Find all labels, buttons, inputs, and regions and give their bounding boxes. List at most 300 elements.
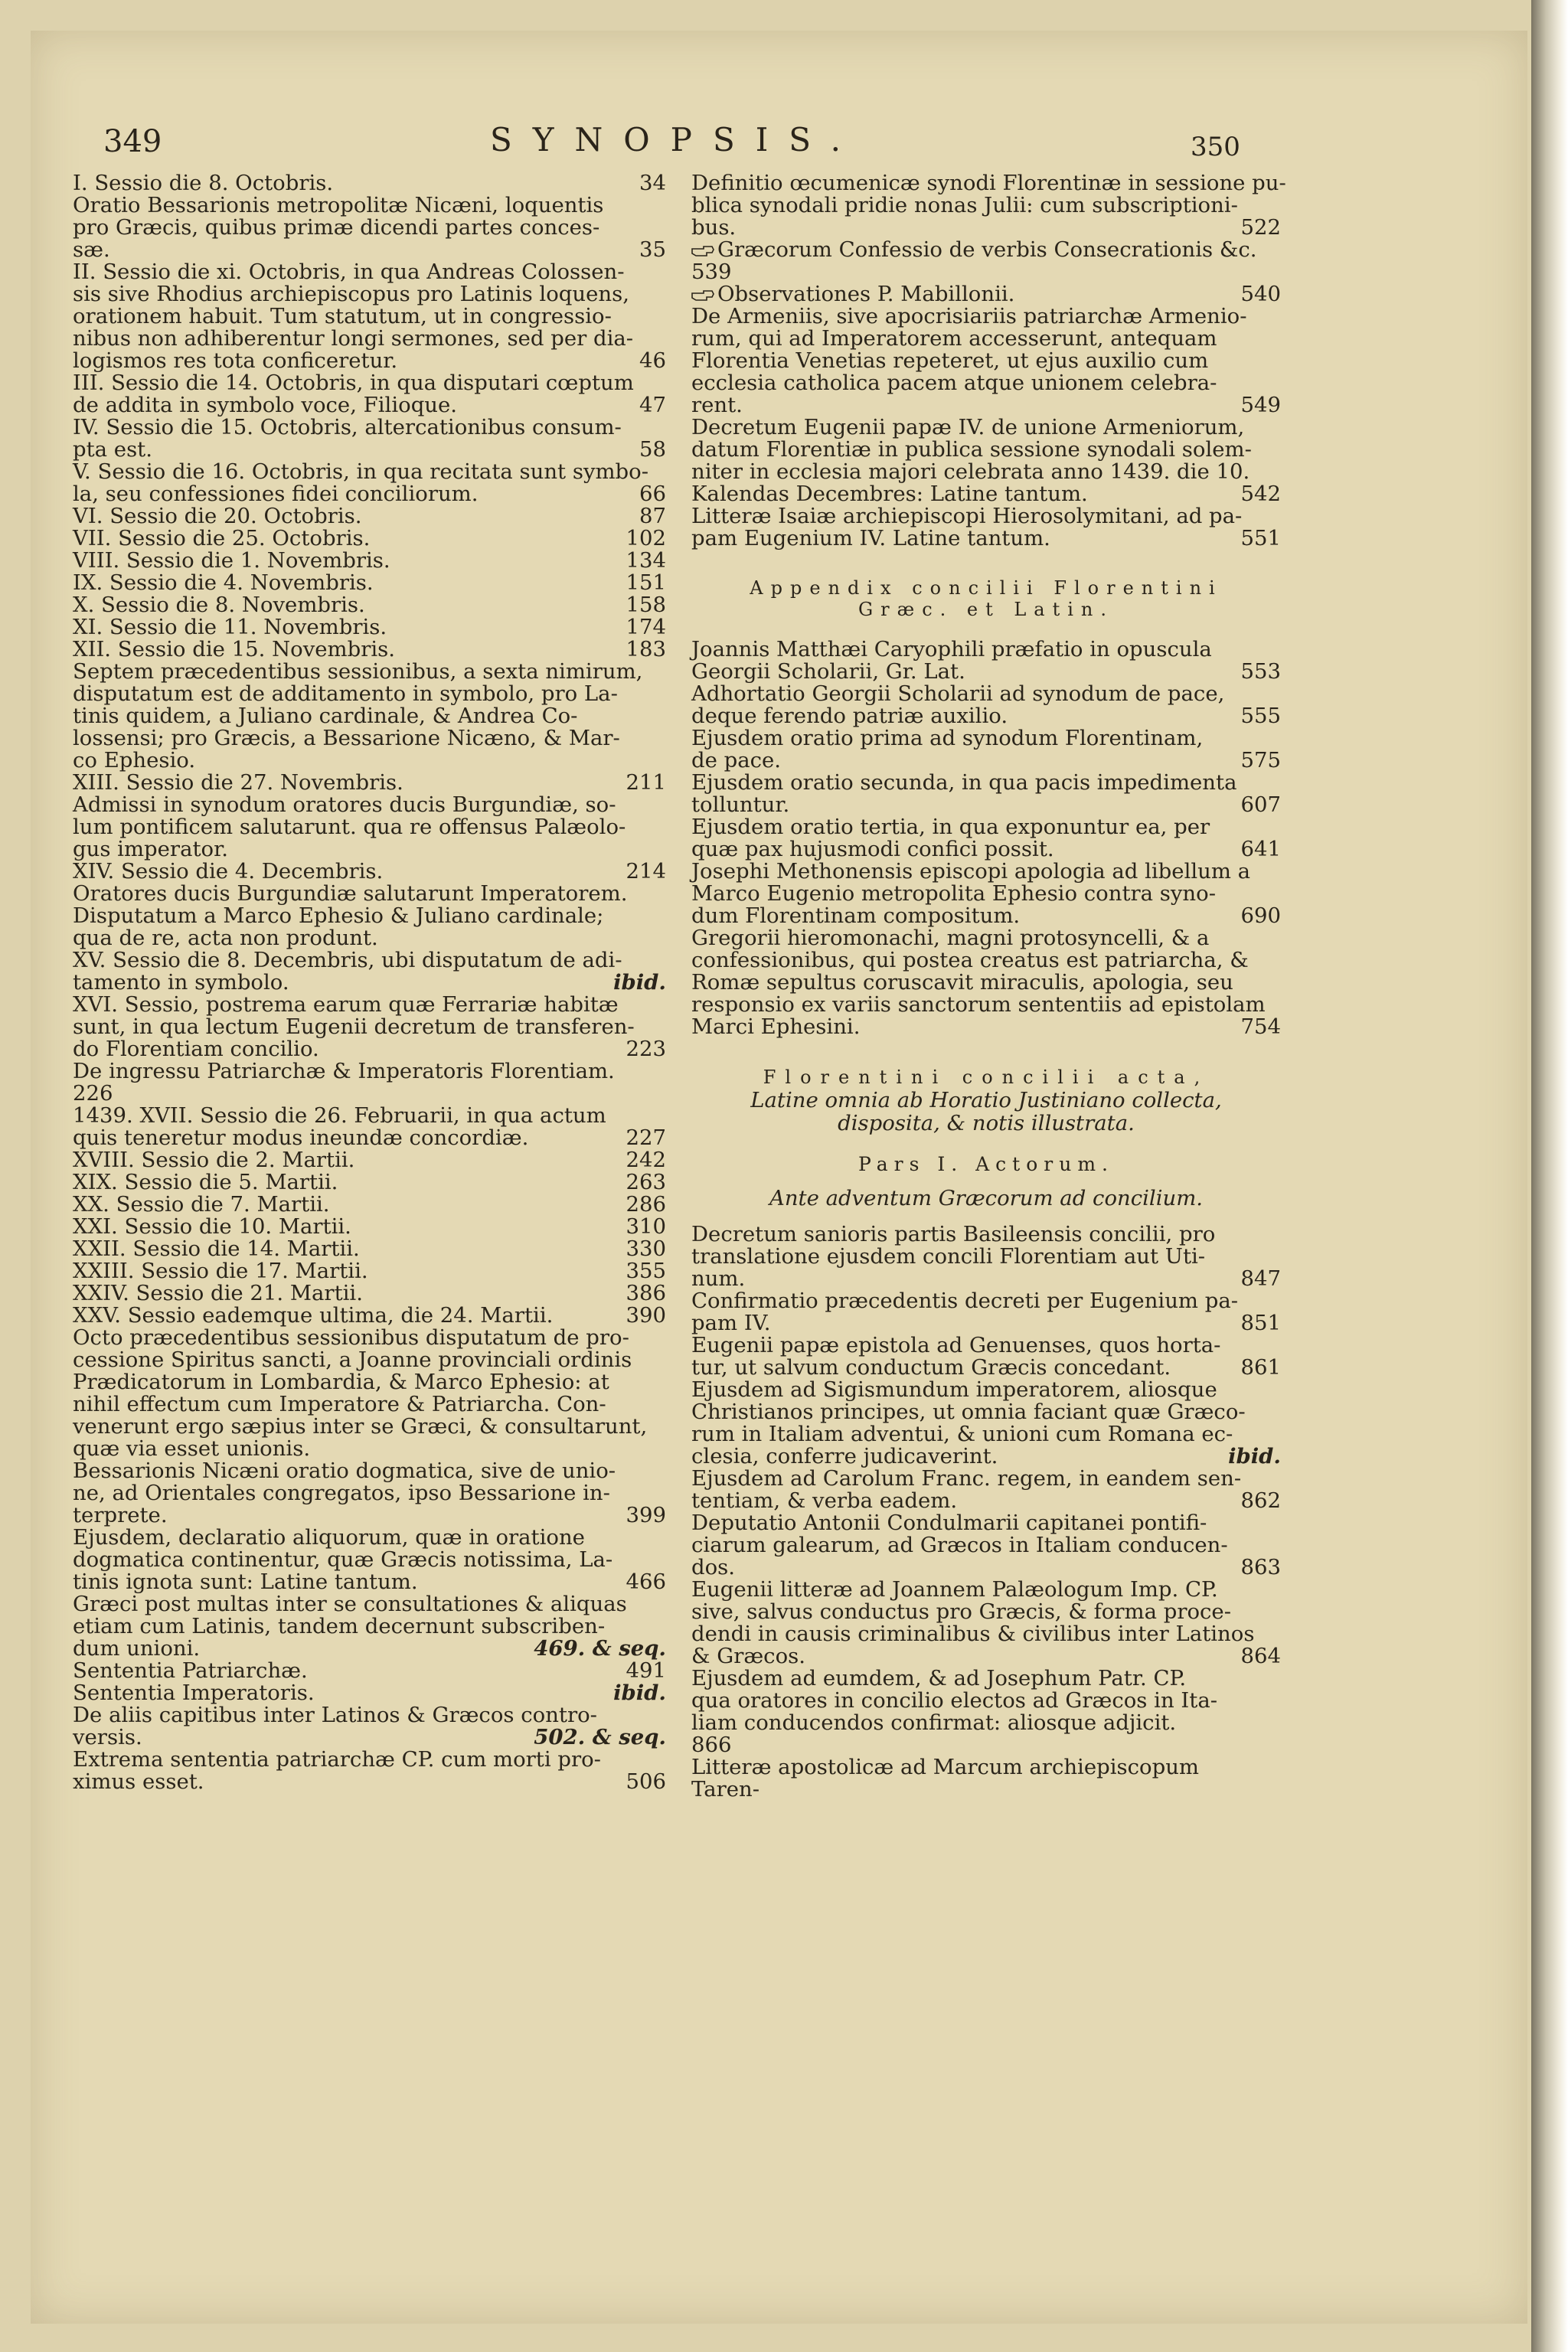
toc-entry-text: co Ephesio.	[73, 748, 196, 773]
toc-entry-text: ecclesia catholica pacem atque unionem celebra-	[691, 371, 1217, 395]
toc-entry-text: Eugenii litteræ ad Joannem Palæologum Imp. CP.	[691, 1577, 1218, 1602]
toc-entry	[73, 1282, 666, 1305]
toc-entry	[691, 1223, 1281, 1290]
toc-entry-text: Joannis Matthæi Caryophili præfatio in opuscula	[691, 637, 1212, 662]
toc-entry-line	[691, 1712, 1281, 1734]
toc-entry-text: Litteræ apostolicæ ad Marcum archiepiscopum	[691, 1755, 1199, 1779]
toc-entry-text: Observationes P. Mabillonii.	[717, 282, 1015, 306]
toc-entry-line	[73, 1171, 666, 1194]
toc-entry	[73, 1105, 666, 1149]
toc-entry-line	[73, 1438, 666, 1460]
toc-entry-line	[73, 461, 666, 483]
toc-entry-text: quæ via esset unionis.	[73, 1436, 311, 1461]
toc-entry-text: Septem præcedentibus sessionibus, a sexta nimirum,	[73, 659, 643, 684]
toc-entry-line	[73, 1416, 666, 1438]
toc-entry	[73, 1060, 666, 1105]
toc-entry-text: Adhortatio Georgii Scholarii ad synodum de pace,	[691, 681, 1225, 706]
toc-page-number: 506	[626, 1769, 666, 1794]
toc-entry-text: Eugenii papæ epistola ad Genuenses, quos horta-	[691, 1333, 1221, 1357]
toc-entry	[73, 372, 666, 416]
toc-entry-text: Oratores ducis Burgundiæ salutarunt Imperatorem.	[73, 881, 628, 906]
toc-entry-line	[73, 1327, 666, 1349]
toc-entry-text: do Florentiam concilio.	[73, 1037, 319, 1061]
toc-entry-line	[73, 1083, 666, 1105]
toc-page-number: 35	[639, 237, 666, 262]
toc-entry	[73, 1749, 666, 1793]
toc-entry-text: Litteræ Isaiæ archiepiscopi Hierosolymitani, ad pa-	[691, 504, 1243, 528]
toc-entry	[73, 572, 666, 594]
toc-entry-text: Confirmatio præcedentis decreti per Eugenium pa-	[691, 1289, 1239, 1313]
toc-entry-line	[73, 727, 666, 750]
toc-page-number: 286	[626, 1192, 666, 1217]
toc-page-number: 549	[1240, 393, 1281, 417]
toc-entry-line	[73, 1771, 666, 1793]
toc-page-number: 542	[1240, 482, 1281, 506]
toc-page-number: 58	[639, 437, 666, 462]
toc-entry-text: rent.	[691, 393, 743, 417]
toc-entry-line	[691, 483, 1281, 505]
toc-entry	[73, 172, 666, 194]
toc-entry	[73, 1149, 666, 1171]
appendix-heading-line2: Græc. et Latin.	[858, 599, 1115, 620]
toc-entry-text: lossensi; pro Græcis, a Bessarione Nicæno, & Mar-	[73, 726, 620, 750]
toc-entry-text: datum Florentiæ in publica sessione synodali solem-	[691, 437, 1252, 462]
toc-page-number: 551	[1240, 526, 1281, 550]
toc-entry	[73, 1593, 666, 1660]
toc-entry	[73, 1238, 666, 1260]
toc-entry-line	[691, 1334, 1281, 1357]
toc-entry-line	[691, 1557, 1281, 1579]
toc-entry-text: dum unioni.	[73, 1636, 201, 1661]
toc-entry-line	[73, 1371, 666, 1393]
toc-entry-line	[73, 683, 666, 705]
toc-entry-text: Decretum Eugenii papæ IV. de unione Armeniorum,	[691, 415, 1245, 439]
toc-entry-text: Græci post multas inter se consultationes & aliquas	[73, 1592, 627, 1616]
toc-entry-line	[73, 528, 666, 550]
toc-entry	[73, 1460, 666, 1527]
toc-entry-text: 226	[73, 1081, 113, 1106]
toc-entry-text: quis teneretur modus ineundæ concordiæ.	[73, 1125, 529, 1150]
toc-page-number: 466	[626, 1570, 666, 1594]
toc-entry-line	[691, 217, 1281, 239]
toc-entry-text: 1439. XVII. Sessio die 26. Februarii, in qua actum	[73, 1103, 606, 1128]
toc-entry-text: XV. Sessio die 8. Decembris, ubi disputatum de adi-	[73, 948, 622, 972]
toc-entry-line	[691, 1379, 1281, 1401]
toc-entry	[691, 1468, 1281, 1512]
toc-page-number: 390	[626, 1303, 666, 1328]
toc-entry-line	[73, 172, 666, 194]
toc-entry-line	[73, 1571, 666, 1593]
toc-entry	[73, 883, 666, 949]
toc-entry-line	[691, 528, 1281, 550]
toc-entry-line	[691, 261, 1281, 283]
toc-entry-text: XXII. Sessio die 14. Martii.	[73, 1236, 360, 1261]
toc-entry-text: I. Sessio die 8. Octobris.	[73, 171, 334, 195]
toc-entry-line	[691, 883, 1281, 905]
toc-entry	[691, 1290, 1281, 1334]
acta-subtitle-line1: Latine omnia ab Horatio Justiniano collecta,	[750, 1088, 1222, 1112]
toc-entry	[691, 171, 1286, 240]
toc-entry-line	[73, 550, 666, 572]
toc-page-number: 575	[1240, 748, 1281, 773]
toc-entry-line	[691, 505, 1281, 528]
toc-entry-text: Admissi in synodum oratores ducis Burgundiæ, so-	[73, 792, 616, 817]
toc-entry-line	[691, 1645, 1281, 1668]
toc-entry-text: Kalendas Decembres: Latine tantum.	[691, 482, 1088, 506]
toc-entry	[691, 1579, 1281, 1668]
toc-entry-text: XVIII. Sessio die 2. Martii.	[73, 1148, 355, 1172]
toc-entry-line	[73, 838, 666, 861]
toc-entry	[73, 639, 666, 661]
toc-entry-text: 539	[691, 260, 732, 284]
toc-entry-text: XXI. Sessio die 10. Martii.	[73, 1214, 351, 1239]
toc-entry-line	[691, 683, 1281, 705]
toc-entry-line	[73, 616, 666, 639]
toc-entry-text: Christianos principes, ut omnia faciant quæ Græco-	[691, 1400, 1246, 1424]
toc-entry-text: disputatum est de additamento in symbolo, pro La-	[73, 681, 618, 706]
toc-entry-text: quæ pax hujusmodi confici possit.	[691, 837, 1054, 861]
toc-page-number: 469. & seq.	[534, 1636, 666, 1661]
toc-entry-line	[691, 1268, 1281, 1290]
toc-page-number: 540	[1240, 282, 1281, 306]
toc-entry-text: cessione Spiritus sancti, a Joanne provinciali ordinis	[73, 1348, 632, 1372]
acta-subtitle-line2: disposita, & notis illustrata.	[838, 1111, 1135, 1135]
toc-entry-line	[73, 794, 666, 816]
toc-entry	[73, 661, 666, 772]
toc-entry	[73, 1216, 666, 1238]
toc-entry-line	[691, 461, 1281, 483]
toc-entry-text: tentiam, & verba eadem.	[691, 1488, 958, 1513]
toc-entry-text: niter in ecclesia majori celebrata anno 1439. die 10.	[691, 459, 1250, 484]
toc-entry-text: Georgii Scholarii, Gr. Lat.	[691, 659, 965, 684]
toc-entry-text: qua de re, acta non produnt.	[73, 926, 378, 950]
toc-entry-line	[691, 861, 1281, 883]
toc-entry	[73, 505, 666, 528]
toc-entry-line	[73, 572, 666, 594]
toc-entry-text: De ingressu Patriarchæ & Imperatoris Florentiam.	[73, 1059, 615, 1083]
toc-entry	[73, 1527, 666, 1593]
toc-entry-line	[73, 1704, 666, 1726]
toc-entry	[73, 1682, 666, 1704]
toc-entry-line	[73, 305, 666, 328]
toc-entry	[73, 861, 666, 883]
toc-entry-text: Sententia Patriarchæ.	[73, 1658, 308, 1683]
toc-entry-line	[73, 1660, 666, 1682]
toc-entry	[691, 1334, 1281, 1379]
toc-entry-line	[73, 350, 666, 372]
toc-page-number: 183	[626, 637, 666, 662]
toc-entry-line	[691, 750, 1281, 772]
toc-page-number: 263	[626, 1170, 666, 1194]
toc-entry-text: Florentia Venetias repeteret, ut ejus auxilio cum	[691, 348, 1209, 373]
toc-entry	[73, 1305, 666, 1327]
toc-page-number: 399	[626, 1503, 666, 1527]
toc-entry-text: dogmatica continentur, quæ Græcis notissima, La-	[73, 1547, 613, 1572]
toc-entry	[691, 1668, 1281, 1756]
toc-entry-line	[73, 394, 666, 416]
toc-page-number: ibid.	[1228, 1444, 1281, 1468]
toc-entry-text: terprete.	[73, 1503, 168, 1527]
toc-entry-text: X. Sessio die 8. Novembris.	[73, 593, 365, 617]
acta-heading: Florentini concilii acta,	[763, 1067, 1210, 1088]
toc-entry-line	[691, 816, 1281, 838]
toc-entry-text: III. Sessio die 14. Octobris, in qua disputari cœptum	[73, 371, 634, 395]
pointing-hand-icon	[691, 239, 717, 261]
toc-entry-line	[691, 394, 1281, 416]
toc-entry-line	[73, 239, 666, 261]
toc-entry-text: XVI. Sessio, postrema earum quæ Ferrariæ habitæ	[73, 992, 619, 1017]
toc-entry-line	[73, 816, 666, 838]
toc-entry-text: XXIII. Sessio die 17. Martii.	[73, 1259, 368, 1283]
toc-page-number: 522	[1240, 215, 1281, 240]
toc-entry-text: Gregorii hieromonachi, magni protosyncelli, & a	[691, 926, 1210, 950]
toc-entry-text: orationem habuit. Tum statutum, ut in congressio-	[73, 304, 612, 328]
toc-entry-text: bus.	[691, 215, 737, 240]
toc-entry-text: tinis ignota sunt: Latine tantum.	[73, 1570, 418, 1594]
toc-entry-text: De aliis capitibus inter Latinos & Græcos contro-	[73, 1703, 597, 1727]
toc-entry-line	[691, 705, 1281, 727]
appendix-heading	[691, 577, 1281, 620]
toc-entry-text: sæ.	[73, 237, 110, 262]
toc-entry-text: Oratio Bessarionis metropolitæ Nicæni, loquentis	[73, 193, 604, 217]
toc-entry-line	[73, 1127, 666, 1149]
toc-entry-line	[73, 1615, 666, 1638]
toc-entry-line	[73, 639, 666, 661]
toc-page-number: 174	[626, 615, 666, 639]
toc-entry-line	[73, 483, 666, 505]
toc-entry-line	[691, 1690, 1281, 1712]
toc-entry	[73, 550, 666, 572]
toc-entry-line	[691, 1312, 1281, 1334]
toc-entry-line	[691, 1601, 1281, 1623]
toc-page-number: 87	[639, 504, 666, 528]
toc-entry-line	[691, 171, 1286, 195]
toc-entry-line	[73, 1749, 666, 1771]
toc-page-number: 158	[626, 593, 666, 617]
toc-entry-line	[73, 883, 666, 905]
toc-entry-line	[691, 1734, 1281, 1756]
toc-entry	[73, 461, 666, 505]
toc-page-number: 134	[626, 548, 666, 573]
toc-entry-text: V. Sessio die 16. Octobris, in qua recitata sunt symbo-	[73, 459, 649, 484]
toc-page-number: 47	[639, 393, 666, 417]
toc-entry-line	[691, 1401, 1281, 1423]
appendix-heading-line1: Appendix concilii Florentini	[750, 577, 1223, 599]
toc-entry	[73, 1327, 666, 1460]
toc-entry-line	[691, 1490, 1281, 1512]
toc-entry-text: XIII. Sessio die 27. Novembris.	[73, 770, 403, 795]
toc-entry-text: Ejusdem oratio tertia, in qua exponuntur ea, per	[691, 815, 1210, 839]
toc-entry-text: dendi in causis criminalibus & civilibus inter Latinos	[691, 1622, 1255, 1646]
toc-page-number: 310	[626, 1214, 666, 1239]
toc-page-number: 46	[639, 348, 666, 373]
toc-page-number: 502. & seq.	[534, 1725, 666, 1749]
toc-entry-line	[73, 505, 666, 528]
toc-entry-text: Octo præcedentibus sessionibus disputatum de pro-	[73, 1325, 629, 1350]
toc-entry-text: Decretum sanioris partis Basileensis concilii, pro	[691, 1222, 1216, 1246]
acta-entries	[691, 1223, 1281, 1801]
toc-entry-text: Ejusdem oratio prima ad synodum Florentinam,	[691, 726, 1204, 750]
toc-page-number: 754	[1240, 1014, 1281, 1039]
toc-entry-line	[691, 949, 1281, 972]
toc-entry-line	[73, 1305, 666, 1327]
toc-entry	[73, 616, 666, 639]
toc-entry-text: VI. Sessio die 20. Octobris.	[73, 504, 362, 528]
right-column-entries	[691, 171, 1286, 550]
toc-entry-text: XIX. Sessio die 5. Martii.	[73, 1170, 338, 1194]
toc-entry-line	[691, 1623, 1281, 1645]
toc-entry-text: sis sive Rhodius archiepiscopus pro Latinis loquens,	[73, 282, 629, 306]
toc-entry-line	[691, 1290, 1281, 1312]
toc-entry-line	[691, 661, 1281, 683]
pars-heading: Pars I. Actorum.	[858, 1153, 1114, 1175]
toc-page-number: 555	[1240, 704, 1281, 728]
toc-entry-line	[691, 838, 1281, 861]
page-number-right: 350	[1191, 132, 1240, 162]
toc-page-number: 227	[626, 1125, 666, 1150]
toc-entry-text: sunt, in qua lectum Eugenii decretum de transferen-	[73, 1014, 635, 1039]
book-spine-edge	[1531, 0, 1568, 2352]
toc-entry-text: Ejusdem, declaratio aliquorum, quæ in oratione	[73, 1525, 585, 1550]
toc-entry-line	[73, 927, 666, 949]
toc-entry-line	[691, 1756, 1281, 1779]
toc-entry-text: nibus non adhiberentur longi sermones, sed per dia-	[73, 326, 634, 351]
toc-entry-line	[691, 283, 1281, 305]
toc-entry-text: lum pontificem salutarunt. qua re offensus Palæolo-	[73, 815, 626, 839]
toc-page-number: 864	[1240, 1644, 1281, 1668]
toc-page-number: 690	[1240, 903, 1281, 928]
toc-entry-line	[73, 1194, 666, 1216]
toc-entry-text: IV. Sessio die 15. Octobris, altercationibus consum-	[73, 415, 622, 439]
toc-entry-line	[691, 239, 1281, 261]
toc-entry-line	[73, 1149, 666, 1171]
toc-entry-text: XII. Sessio die 15. Novembris.	[73, 637, 396, 662]
toc-entry-line	[691, 1357, 1281, 1379]
toc-entry	[691, 505, 1281, 550]
toc-entry-line	[691, 1668, 1281, 1690]
toc-entry	[691, 727, 1281, 772]
toc-entry	[73, 194, 666, 261]
toc-entry-line	[73, 772, 666, 794]
toc-entry-line	[691, 1423, 1281, 1446]
toc-entry-line	[691, 727, 1281, 750]
toc-entry-text: Marco Eugenio metropolita Ephesio contra syno-	[691, 881, 1216, 906]
toc-page-number: 607	[1240, 792, 1281, 817]
pointing-hand-icon	[691, 283, 717, 305]
toc-entry-line	[73, 1260, 666, 1282]
toc-entry-line	[691, 1468, 1281, 1490]
toc-entry	[691, 772, 1281, 816]
toc-entry-line	[73, 217, 666, 239]
toc-page-number: 223	[626, 1037, 666, 1061]
toc-entry-line	[73, 705, 666, 727]
toc-entry	[691, 283, 1281, 305]
toc-page-number: 102	[626, 526, 666, 550]
toc-entry	[73, 594, 666, 616]
toc-entry-line	[73, 328, 666, 350]
toc-entry-line	[691, 1579, 1281, 1601]
toc-entry-text: responsio ex variis sanctorum sententiis ad epistolam	[691, 992, 1266, 1017]
toc-entry-line	[73, 861, 666, 883]
toc-entry-text: pam Eugenium IV. Latine tantum.	[691, 526, 1050, 550]
toc-page-number: 863	[1240, 1555, 1281, 1579]
toc-entry-text: num.	[691, 1266, 746, 1291]
toc-entry-line	[73, 1682, 666, 1704]
toc-entry-text: Ejusdem oratio secunda, in qua pacis impedimenta	[691, 770, 1237, 795]
toc-entry-text: Definitio œcumenicæ synodi Florentinæ in sessione pu-	[691, 171, 1286, 195]
toc-entry-text: Ejusdem ad Sigismundum imperatorem, aliosque	[691, 1377, 1217, 1402]
toc-page-number: ibid.	[613, 1681, 666, 1705]
appendix-entries	[691, 639, 1281, 1038]
toc-entry-text: tinis quidem, a Juliano cardinale, & Andrea Co-	[73, 704, 578, 728]
toc-entry-text: logismos res tota conficeretur.	[73, 348, 398, 373]
toc-entry-line	[73, 594, 666, 616]
toc-entry-text: Deputatio Antonii Condulmarii capitanei pontifi-	[691, 1511, 1207, 1535]
toc-entry-text: ciarum galearum, ad Græcos in Italiam conducen-	[691, 1533, 1228, 1557]
toc-entry-text: Græcorum Confessio de verbis Consecrationis &c.	[717, 237, 1257, 262]
toc-entry-line	[691, 350, 1281, 372]
toc-entry-text: ne, ad Orientales congregatos, ipso Bessarione in-	[73, 1481, 610, 1505]
toc-entry-text: de addita in symbolo voce, Filioque.	[73, 393, 458, 417]
toc-page-number: 851	[1240, 1311, 1281, 1335]
toc-entry-line	[73, 1060, 666, 1083]
toc-entry	[73, 994, 666, 1060]
toc-entry-text: translatione ejusdem concili Florentiam aut Uti-	[691, 1244, 1206, 1269]
toc-entry-line	[691, 328, 1281, 350]
toc-entry-line	[691, 905, 1281, 927]
toc-entry-line	[73, 661, 666, 683]
toc-entry	[73, 416, 666, 461]
toc-entry-text: tolluntur.	[691, 792, 790, 817]
toc-entry-line	[73, 416, 666, 439]
toc-entry-text: Romæ sepultus coruscavit miraculis, apologia, seu	[691, 970, 1233, 995]
toc-entry-line	[73, 1216, 666, 1238]
toc-entry-line	[73, 750, 666, 772]
toc-entry-line	[73, 1016, 666, 1038]
toc-entry-line	[73, 1282, 666, 1305]
toc-entry-text: tamento in symbolo.	[73, 970, 289, 995]
toc-entry-text: 866	[691, 1733, 732, 1757]
toc-entry-text: confessionibus, qui postea creatus est patriarcha, &	[691, 948, 1249, 972]
toc-entry	[691, 1379, 1281, 1468]
toc-entry-text: XX. Sessio die 7. Martii.	[73, 1192, 330, 1217]
toc-entry-line	[73, 994, 666, 1016]
toc-entry	[691, 683, 1281, 727]
toc-entry	[691, 1512, 1281, 1579]
toc-entry	[73, 1260, 666, 1282]
left-column	[73, 172, 666, 1793]
toc-entry-text: versis.	[73, 1725, 142, 1749]
toc-entry-line	[691, 1016, 1281, 1038]
toc-entry-text: la, seu confessiones fidei conciliorum.	[73, 482, 479, 506]
toc-entry-line	[691, 994, 1281, 1016]
toc-entry	[691, 816, 1281, 861]
toc-entry-text: Extrema sententia patriarchæ CP. cum morti pro-	[73, 1747, 601, 1772]
toc-entry-text: VIII. Sessio die 1. Novembris.	[73, 548, 390, 573]
toc-entry-text: XIV. Sessio die 4. Decembris.	[73, 859, 384, 884]
toc-entry-line	[73, 1460, 666, 1482]
toc-entry-line	[73, 194, 666, 217]
toc-entry	[73, 528, 666, 550]
toc-entry-text: Marci Ephesini.	[691, 1014, 861, 1039]
toc-entry	[691, 1756, 1281, 1801]
toc-page-number: 386	[626, 1281, 666, 1305]
toc-entry	[73, 261, 666, 372]
toc-entry	[691, 927, 1281, 1038]
toc-entry-line	[73, 1393, 666, 1416]
toc-entry-line	[73, 1238, 666, 1260]
toc-entry-text: Ejusdem ad eumdem, & ad Josephum Patr. CP.	[691, 1666, 1187, 1690]
